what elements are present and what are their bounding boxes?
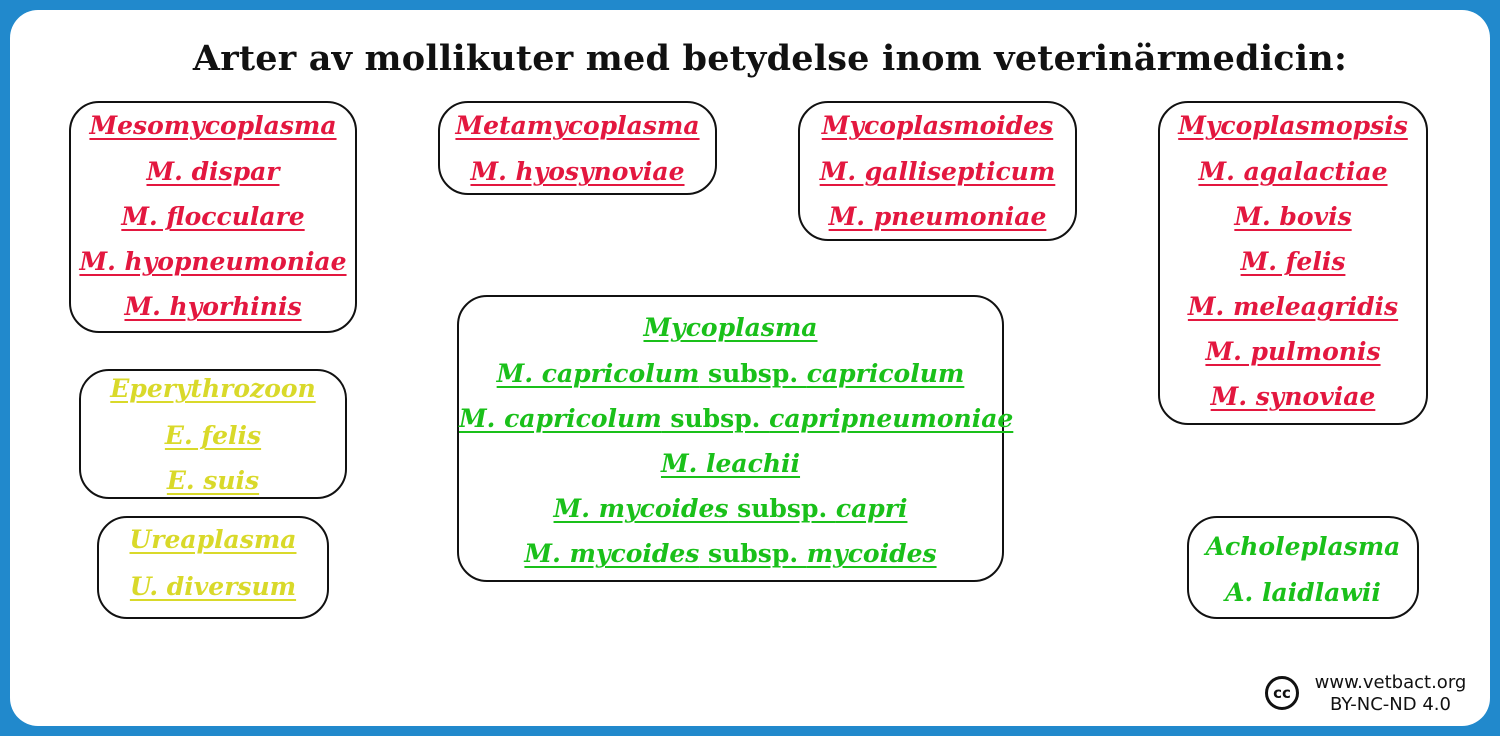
species-m-meleagridis: M. meleagridis	[1187, 292, 1399, 321]
species-m-hyopneumoniae: M. hyopneumoniae	[79, 247, 347, 276]
species-m-pulmonis: M. pulmonis	[1205, 337, 1381, 366]
genus-mycoplasma: Mycoplasma	[643, 313, 818, 342]
diagram-title: Arter av mollikuter med betydelse inom veterinärmedicin:	[192, 38, 1348, 79]
genus-acholeplasma: Acholeplasma	[1205, 532, 1401, 561]
species-e-felis: E. felis	[164, 421, 262, 450]
species-u-diversum: U. diversum	[129, 572, 297, 601]
species-m-capricolum-capricolum: M. capricolum subsp. capricolum	[496, 359, 965, 388]
genus-metamycoplasma: Metamycoplasma	[455, 111, 700, 140]
species-m-capricolum-capripneumoniae: M. capricolum subsp. capripneumoniae	[459, 404, 1014, 433]
species-m-bovis: M. bovis	[1234, 202, 1352, 231]
box-acholeplasma	[1187, 516, 1419, 619]
license-type: BY-NC-ND 4.0	[1330, 694, 1451, 715]
species-a-laidlawii: A. laidlawii	[1225, 578, 1381, 607]
genus-ureaplasma: Ureaplasma	[129, 525, 297, 554]
box-eperythrozoon	[79, 369, 347, 499]
species-m-felis: M. felis	[1240, 247, 1346, 276]
genus-eperythrozoon: Eperythrozoon	[110, 374, 316, 403]
genus-mycoplasmopsis: Mycoplasmopsis	[1178, 111, 1408, 140]
species-e-suis: E. suis	[166, 466, 260, 495]
species-m-hyosynoviae: M. hyosynoviae	[470, 157, 685, 186]
species-m-dispar: M. dispar	[146, 157, 280, 186]
box-mesomycoplasma	[69, 101, 357, 333]
species-m-mycoides-capri: M. mycoides subsp. capri	[553, 494, 908, 523]
species-m-flocculare: M. flocculare	[121, 202, 305, 231]
genus-mycoplasmoides: Mycoplasmoides	[821, 111, 1054, 140]
box-mycoplasmopsis	[1158, 101, 1428, 425]
species-m-agalactiae: M. agalactiae	[1198, 157, 1388, 186]
box-metamycoplasma	[438, 101, 717, 195]
species-m-leachii: M. leachii	[660, 449, 801, 478]
box-mycoplasmoides	[798, 101, 1077, 241]
species-m-hyorhinis: M. hyorhinis	[124, 292, 302, 321]
license-site: www.vetbact.org	[1314, 672, 1467, 693]
genus-mesomycoplasma: Mesomycoplasma	[89, 111, 337, 140]
cc-icon: cc	[1265, 676, 1299, 710]
box-mycoplasma	[457, 295, 1014, 582]
species-m-gallisepticum: M. gallisepticum	[819, 157, 1056, 186]
species-m-synoviae: M. synoviae	[1210, 382, 1376, 411]
species-m-pneumoniae: M. pneumoniae	[828, 202, 1047, 231]
species-m-mycoides-mycoides: M. mycoides subsp. mycoides	[524, 539, 937, 568]
box-ureaplasma	[97, 516, 329, 619]
